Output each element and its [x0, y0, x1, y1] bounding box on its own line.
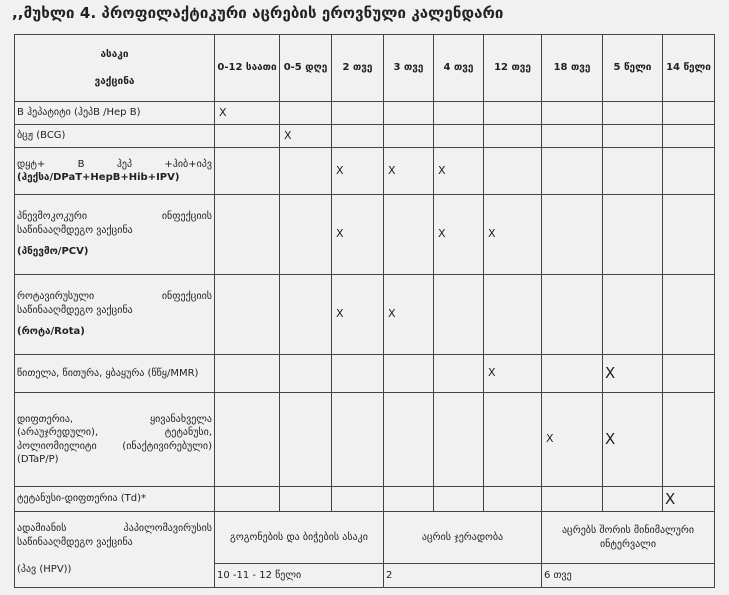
hpv-doses-header: აცრის ჯერადობა	[384, 512, 542, 564]
schedule-cell	[603, 148, 663, 195]
schedule-cell	[603, 102, 663, 125]
vaccine-name: წითელა, წითურა, ყბაყურა (წწყ/MMR)	[15, 355, 215, 393]
schedule-cell	[434, 102, 484, 125]
vaccination-calendar-table	[14, 34, 715, 588]
schedule-cell	[663, 393, 715, 487]
schedule-cell: X	[332, 275, 384, 355]
schedule-cell	[215, 195, 280, 275]
schedule-cell: X	[484, 195, 542, 275]
schedule-cell	[434, 393, 484, 487]
schedule-cell	[542, 102, 603, 125]
schedule-cell	[484, 393, 542, 487]
vaccine-name-line: (DTaP/P)	[17, 454, 59, 465]
schedule-cell	[603, 487, 663, 512]
age-header: 12 თვე	[484, 35, 542, 102]
vaccine-name-line: (პნევმო/PCV)	[17, 246, 89, 258]
schedule-cell: X	[332, 148, 384, 195]
schedule-cell: X	[434, 148, 484, 195]
vaccine-name-line: ადამიანის პაპილომავირუსის	[17, 523, 212, 535]
header-row	[15, 35, 715, 102]
age-header: 4 თვე	[434, 35, 484, 102]
vaccine-name	[15, 148, 215, 195]
schedule-cell	[434, 275, 484, 355]
schedule-cell	[663, 355, 715, 393]
schedule-cell	[280, 195, 332, 275]
table-row	[15, 125, 715, 148]
schedule-cell	[215, 125, 280, 148]
schedule-cell: X	[384, 148, 434, 195]
hpv-interval-header: აცრებს შორის მინიმალური ინტერვალი	[542, 512, 715, 564]
schedule-cell: X	[484, 355, 542, 393]
vaccine-name-line: (როტა/Rota)	[17, 326, 85, 338]
schedule-cell	[215, 275, 280, 355]
table-row	[15, 275, 715, 355]
schedule-cell	[484, 275, 542, 355]
schedule-cell	[384, 355, 434, 393]
vaccine-name-line: (არაუჯრედული), ტეტანუსი,	[17, 427, 212, 438]
schedule-cell	[332, 125, 384, 148]
schedule-cell	[434, 487, 484, 512]
schedule-cell	[434, 125, 484, 148]
schedule-cell	[434, 355, 484, 393]
schedule-cell: X	[215, 102, 280, 125]
age-header: 0-12 საათი	[215, 35, 280, 102]
vaccine-name-line: დყტ+ B ჰეპ +ჰიბ+იპვ	[17, 158, 212, 170]
vaccine-name	[15, 275, 215, 355]
schedule-cell	[384, 102, 434, 125]
schedule-cell	[542, 148, 603, 195]
table-row	[15, 102, 715, 125]
schedule-cell	[215, 355, 280, 393]
age-label: ასაკი	[100, 48, 129, 60]
age-header: 2 თვე	[332, 35, 384, 102]
schedule-cell	[280, 275, 332, 355]
schedule-cell	[484, 102, 542, 125]
schedule-cell: X	[280, 125, 332, 148]
age-vaccine-header	[15, 35, 215, 102]
schedule-cell	[542, 275, 603, 355]
schedule-cell	[663, 195, 715, 275]
page-title: ,,მუხლი 4. პროფილაქტიკური აცრების ეროვნული კალენდარი	[12, 4, 504, 22]
age-header: 14 წელი	[663, 35, 715, 102]
schedule-cell	[215, 487, 280, 512]
schedule-cell: X	[384, 275, 434, 355]
vaccine-name-line: (ჰექსა/DPaT+HepB+Hib+IPV)	[17, 172, 180, 183]
vaccine-name	[15, 393, 215, 487]
vaccine-label: ვაქცინა	[94, 76, 135, 87]
schedule-cell	[603, 275, 663, 355]
vaccine-name-line: (პავ (HPV))	[17, 564, 72, 576]
schedule-cell	[332, 393, 384, 487]
age-header: 3 თვე	[384, 35, 434, 102]
schedule-cell	[280, 393, 332, 487]
schedule-cell	[663, 102, 715, 125]
schedule-cell	[280, 355, 332, 393]
schedule-cell	[280, 487, 332, 512]
table-row	[15, 195, 715, 275]
schedule-cell	[280, 102, 332, 125]
age-header: 0-5 დღე	[280, 35, 332, 102]
age-header: 18 თვე	[542, 35, 603, 102]
schedule-cell	[384, 125, 434, 148]
schedule-cell: X	[603, 393, 663, 487]
schedule-cell	[484, 487, 542, 512]
schedule-cell	[484, 125, 542, 148]
schedule-cell: X	[542, 393, 603, 487]
schedule-cell: X	[663, 487, 715, 512]
vaccine-name	[15, 195, 215, 275]
schedule-cell	[280, 148, 332, 195]
schedule-cell	[484, 148, 542, 195]
schedule-cell	[542, 355, 603, 393]
schedule-cell	[215, 393, 280, 487]
vaccine-name-line: პოლიომიელიტი (ინაქტივირებული)	[17, 440, 212, 452]
hpv-interval-value: 6 თვე	[542, 564, 715, 588]
schedule-cell: X	[332, 195, 384, 275]
table-row	[15, 148, 715, 195]
schedule-cell	[663, 125, 715, 148]
schedule-cell	[663, 148, 715, 195]
vaccine-name-line: საწინააღმდეგო ვაქცინა	[17, 304, 133, 316]
vaccine-name: B ჰეპატიტი (ჰეპB /Hep B)	[15, 102, 215, 125]
schedule-cell	[542, 125, 603, 148]
schedule-cell	[384, 393, 434, 487]
schedule-cell	[384, 195, 434, 275]
schedule-cell: X	[603, 355, 663, 393]
vaccine-name	[15, 512, 215, 588]
schedule-cell	[332, 355, 384, 393]
vaccine-name: ტეტანუსი-დიფთერია (Td)*	[15, 487, 215, 512]
schedule-cell	[332, 487, 384, 512]
hpv-doses-value: 2	[384, 564, 542, 588]
hpv-age-value: 10 -11 - 12 წელი	[215, 564, 384, 588]
schedule-cell	[332, 102, 384, 125]
schedule-cell	[384, 487, 434, 512]
vaccine-name-line: პნევმოკოკური ინფექციის	[17, 211, 212, 223]
hpv-row	[15, 512, 715, 564]
vaccine-name-line: როტავირუსული ინფექციის	[17, 291, 212, 303]
vaccine-name-line: საწინააღმდეგო ვაქცინა	[17, 536, 133, 548]
schedule-cell	[603, 195, 663, 275]
table-row	[15, 393, 715, 487]
table-row	[15, 487, 715, 512]
schedule-cell	[663, 275, 715, 355]
age-header: 5 წელი	[603, 35, 663, 102]
hpv-age-header: გოგონების და ბიჭების ასაკი	[215, 512, 384, 564]
schedule-cell	[542, 487, 603, 512]
vaccine-name-line: დიფთერია, ყივანახველა	[17, 413, 212, 425]
schedule-cell	[215, 148, 280, 195]
schedule-cell	[603, 125, 663, 148]
table-row	[15, 355, 715, 393]
vaccine-name: ბცჟ (BCG)	[15, 125, 215, 148]
vaccine-name-line: საწინააღმდეგო ვაქცინა	[17, 224, 133, 236]
schedule-cell: X	[434, 195, 484, 275]
schedule-cell	[542, 195, 603, 275]
